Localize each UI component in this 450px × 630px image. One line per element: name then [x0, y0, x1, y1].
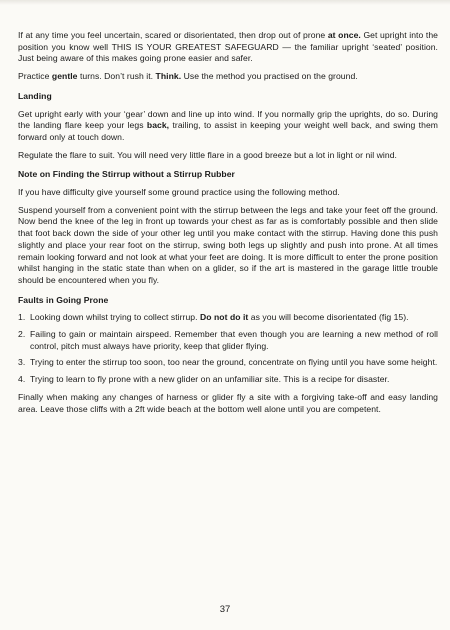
- page-number: 37: [219, 604, 231, 615]
- paragraph-stirrup-method: Suspend yourself from a convenient point with the stirrup between the legs and take your feet off the ground. Now bend the knee of the leg in front up towards your chest as far as is comfortably possible and then slide that foot back down the side of your other leg until you make contact with the stirrup. Having done this push slightly and place your rear foot on the stirrup, swing both legs up slightly and push into prone. At all times remain looking forward and not look at what your feet are doing. It is more difficult to enter the prone position whilst hanging in the static state than when on a glider, so if the art is mastered in the garage little trouble should be encountered when you fly.: [18, 204, 438, 285]
- heading-faults: Faults in Going Prone: [18, 294, 109, 305]
- emphasis-gentle: gentle: [51, 71, 78, 82]
- list-number: 1.: [18, 312, 26, 323]
- list-text: [30, 312, 438, 324]
- heading-landing: Landing: [18, 90, 52, 101]
- text-run: Use the method you practised on the ground.: [181, 71, 358, 82]
- paragraph-landing: [18, 109, 438, 144]
- emphasis-back: back,: [146, 120, 170, 131]
- paragraph-flare: Regulate the flare to suit. You will need very little flare in a good breeze but a lot in light or nil wind.: [18, 149, 397, 160]
- text-run: as you will become disorientated (fig 15).: [248, 312, 409, 323]
- page-body: [18, 30, 438, 421]
- list-number: 4.: [18, 374, 26, 385]
- list-item: [18, 374, 438, 386]
- text-run: trailing, to assist in keeping your weight well back, and swing them forward only at touch down.: [18, 120, 438, 142]
- paragraph-closing: Finally when making any changes of harness or glider fly a site with a forgiving take-off and easy landing area. Leave those cliffs with a 2ft wide beach at the bottom well alone until you are competent.: [18, 391, 438, 414]
- text-run: If at any time you feel uncertain, scared or disorientated, then drop out of prone: [18, 30, 328, 40]
- list-item: [18, 312, 438, 324]
- emphasis-at-once: at once.: [327, 30, 361, 40]
- text-run: turns. Don’t rush it.: [77, 71, 156, 82]
- text-run: Practice: [18, 71, 52, 82]
- list-number: 3.: [18, 357, 26, 368]
- emphasis-think: Think.: [155, 71, 182, 82]
- text-run: Get upright early with your ‘gear’ down and line up into wind. If you normally grip the uprights, do so. During the landing flare keep your legs: [18, 108, 438, 131]
- page-top-edge: [0, 0, 450, 5]
- paragraph-practice-turns: [18, 71, 438, 83]
- list-number: 2.: [18, 329, 26, 340]
- heading-stirrup-note: Note on Finding the Stirrup without a Stirrup Rubber: [18, 169, 235, 180]
- text-run: Looking down whilst trying to collect stirrup.: [30, 312, 201, 323]
- list-text: Trying to enter the stirrup too soon, too near the ground, concentrate on flying until you have some height.: [30, 357, 438, 368]
- list-item: [18, 357, 438, 369]
- paragraph-disorientation: [18, 30, 438, 65]
- text-run: Get upright into the position you know well THIS IS YOUR GREATEST SAFEGUARD — the familiar upright ‘seated’ position. Just being aware of this makes going prone easier and safer.: [18, 30, 439, 64]
- list-text: Trying to learn to fly prone with a new glider on an unfamiliar site. This is a recipe for disaster.: [30, 374, 390, 385]
- paragraph-stirrup-intro: If you have difficulty give yourself some ground practice using the following method.: [18, 187, 340, 198]
- faults-list: [18, 312, 438, 386]
- emphasis-do-not: Do not do it: [200, 312, 249, 323]
- list-text: Failing to gain or maintain airspeed. Remember that even though you are learning a new method of roll control, pitch must always have priority, keep that glider flying.: [30, 329, 438, 351]
- list-item: [18, 329, 438, 352]
